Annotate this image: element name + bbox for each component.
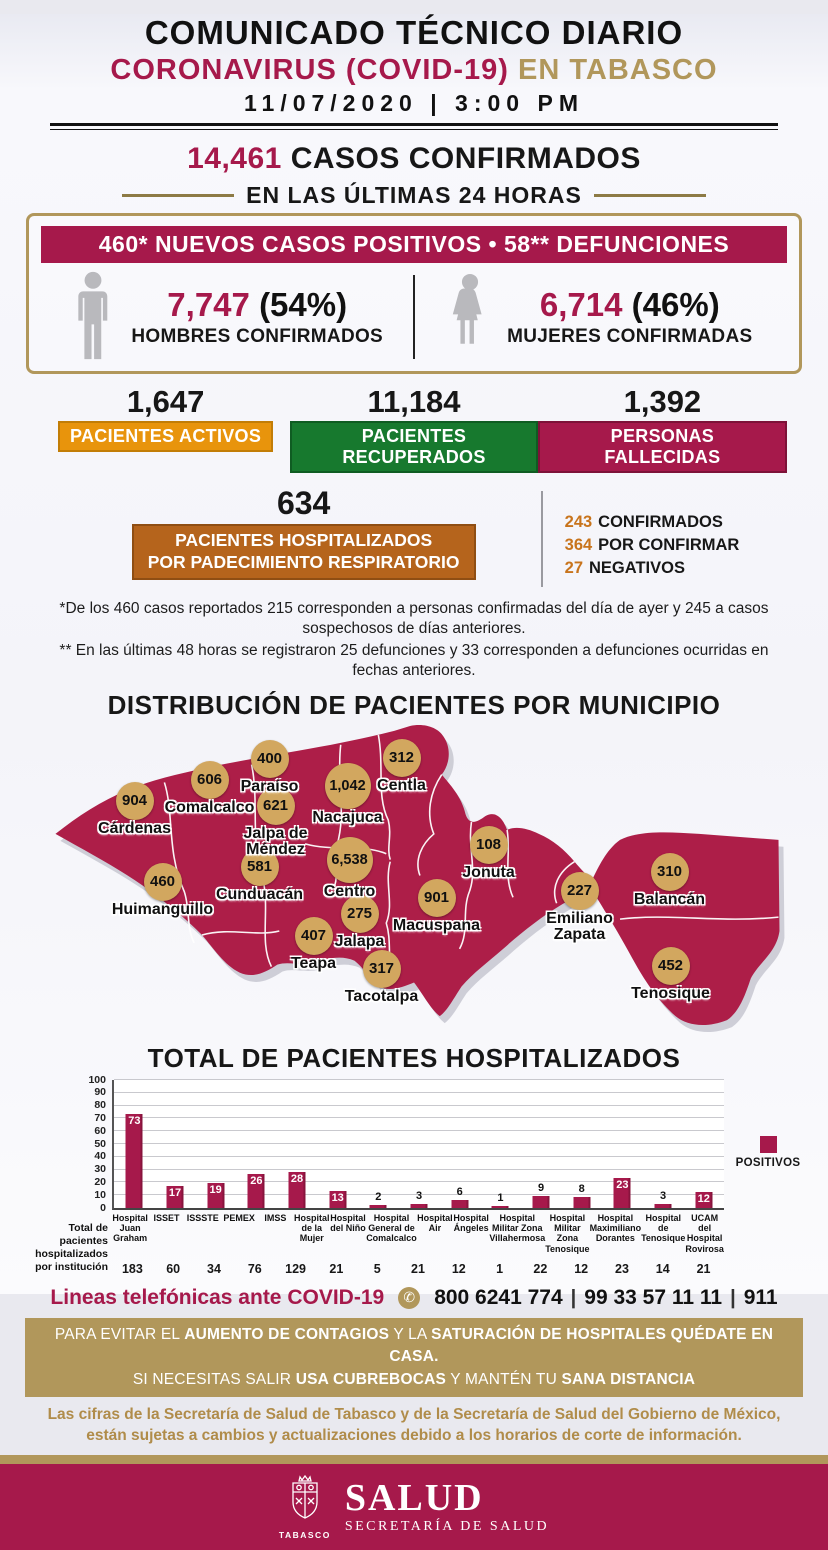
woman-icon — [449, 273, 491, 361]
map-marker — [363, 950, 401, 988]
municipality-count: 581 — [241, 848, 279, 886]
bar-value: 26 — [250, 1175, 263, 1188]
plot — [112, 1080, 724, 1210]
total-value: 23 — [615, 1261, 629, 1276]
category-label: Hospital de la Mujer — [293, 1212, 330, 1244]
bar-column — [236, 1080, 277, 1208]
municipality-count: 1,042 — [325, 763, 371, 809]
last24-title: EN LAS ÚLTIMAS 24 HORAS — [246, 182, 582, 208]
page-title: COMUNICADO TÉCNICO DIARIO — [144, 14, 684, 51]
map-marker — [652, 947, 690, 985]
banner-text-segment: Y LA — [389, 1325, 432, 1343]
municipality-name: Emiliano Zapata — [546, 909, 613, 943]
municipality-count: 901 — [418, 879, 456, 917]
bar-columns — [114, 1080, 724, 1208]
phone-lines-label: Lineas telefónicas ante COVID-19 — [50, 1285, 385, 1309]
women-label: MUJERES CONFIRMADAS — [507, 326, 753, 347]
new-cases-banner: 460* NUEVOS CASOS POSITIVOS • 58** DEFUNCIONES — [41, 226, 786, 263]
y-tick-label: 50 — [94, 1137, 106, 1150]
category-label: Hospital Militar Zona Villahermosa — [489, 1212, 546, 1244]
gender-breakdown — [41, 271, 786, 363]
municipality-name: Centro — [323, 882, 376, 900]
municipality-count: 904 — [116, 782, 154, 820]
bar-column — [521, 1080, 562, 1208]
confirmed-label: CASOS CONFIRMADOS — [290, 142, 641, 175]
municipality-name: Comalcalco — [164, 798, 255, 816]
breakdown-label: NEGATIVOS — [589, 559, 685, 577]
legend-label: POSITIVOS — [735, 1156, 801, 1169]
bar — [573, 1197, 590, 1207]
y-tick-label: 30 — [94, 1163, 106, 1176]
disclaimer-text: Las cifras de la Secretaría de Salud de Tabasco y de la Secretaría de Salud del Gobierno de México, están sujetas a cambios y actualizaciones debido a los horarios de corte de información. — [47, 1406, 781, 1445]
municipality-count: 400 — [251, 740, 289, 778]
last24-box — [26, 213, 801, 374]
banner-text-segment: SI NECESITAS SALIR — [132, 1370, 296, 1388]
stay-home-line1 — [33, 1324, 795, 1369]
legend-swatch — [760, 1136, 777, 1153]
bar-value: 23 — [616, 1179, 629, 1192]
breakdown-row — [565, 559, 740, 578]
phone-number: 99 33 57 11 11 — [584, 1285, 723, 1309]
municipality-name: Balancán — [633, 890, 706, 908]
category-label: PEMEX — [223, 1212, 255, 1223]
y-tick-label: 100 — [88, 1073, 106, 1086]
subtitle-covid: CORONAVIRUS (COVID-19) — [110, 54, 509, 86]
stat-block — [538, 386, 786, 473]
bar-value: 17 — [168, 1186, 182, 1199]
bar-value: 3 — [415, 1189, 423, 1202]
bar-column — [358, 1080, 399, 1208]
municipality-name: Teapa — [290, 954, 337, 972]
category-label: Hospital Ángeles — [453, 1212, 489, 1233]
footnote: *De los 460 casos reportados 215 corresponden a personas confirmadas del día de ayer y 245 a casos sospechosos de días anteriores. — [59, 600, 769, 638]
bar-column — [480, 1080, 521, 1208]
map-marker — [327, 837, 373, 883]
salud-wordmark: SALUD — [344, 1477, 484, 1520]
men-percent: (54%) — [259, 286, 348, 323]
bar-value: 3 — [660, 1189, 667, 1202]
stat-block — [290, 386, 538, 473]
emblem-label: TABASCO — [278, 1530, 331, 1541]
bar — [289, 1172, 306, 1208]
confirmed-number: 14,461 — [187, 142, 282, 175]
breakdown-row — [565, 536, 740, 555]
hospitalized-banner-line2: POR PADECIMIENTO RESPIRATORIO — [147, 551, 460, 572]
municipality-name: Jonuta — [462, 863, 515, 881]
municipality-name: Jalapa — [334, 932, 385, 950]
y-tick-label: 10 — [94, 1188, 106, 1201]
men-label: HOMBRES CONFIRMADOS — [131, 326, 384, 347]
chart-left-gutter — [16, 1073, 112, 1275]
phone-number: 911 — [743, 1285, 778, 1309]
municipality-name: Paraíso — [240, 777, 299, 795]
total-value: 22 — [533, 1261, 548, 1276]
total-value: 14 — [655, 1261, 670, 1276]
bar-value: 19 — [209, 1184, 222, 1197]
category-labels — [112, 1210, 724, 1254]
hospitalized-breakdown — [565, 487, 740, 582]
municipality-count: 606 — [191, 761, 229, 799]
bar-column — [561, 1080, 602, 1208]
chart-legend — [724, 1080, 812, 1169]
map-marker — [144, 863, 182, 901]
bar-column — [317, 1080, 358, 1208]
municipality-name: Tacotalpa — [344, 987, 419, 1005]
category-label: Hospital Juan Graham — [112, 1212, 148, 1244]
bar-value: 28 — [290, 1172, 304, 1185]
chart-plot-area — [112, 1080, 724, 1276]
men-number-row — [131, 286, 383, 324]
bar-column — [399, 1080, 440, 1208]
map-marker — [418, 879, 456, 917]
total-value: 60 — [166, 1261, 181, 1276]
date-time: 11/07/2020 | 3:00 PM — [244, 90, 584, 116]
bar-value: 13 — [331, 1191, 344, 1204]
banner-text-segment: Y MANTÉN TU — [446, 1370, 562, 1388]
bar — [207, 1183, 224, 1207]
women-block — [415, 273, 787, 361]
category-label: Hospital de Tenosique — [641, 1212, 686, 1244]
total-value: 183 — [121, 1261, 143, 1276]
phone-number: 800 6241 774 — [434, 1285, 563, 1309]
category-label: UCAM del Hospital Rovirosa — [685, 1212, 724, 1254]
y-tick-label: 80 — [94, 1099, 106, 1112]
total-value: 5 — [373, 1261, 381, 1276]
bar — [248, 1174, 265, 1207]
separator: | — [570, 1286, 577, 1309]
map-marker — [116, 782, 154, 820]
stats-row — [41, 386, 786, 473]
header-divider — [50, 123, 779, 130]
y-tick-label: 0 — [100, 1201, 106, 1214]
total-value: 129 — [285, 1261, 307, 1276]
bar — [411, 1204, 428, 1208]
map-marker — [561, 872, 599, 910]
map-marker — [383, 739, 421, 777]
y-tick-label: 40 — [94, 1150, 106, 1163]
bar-value: 1 — [497, 1192, 504, 1205]
y-tick-label: 90 — [94, 1086, 106, 1099]
category-label: IMSS — [264, 1212, 287, 1223]
salud-subtitle: SECRETARÍA DE SALUD — [344, 1519, 550, 1535]
bar — [614, 1178, 631, 1207]
totals-row — [112, 1254, 724, 1276]
subtitle-region: EN TABASCO — [517, 54, 718, 86]
map-marker — [295, 917, 333, 955]
banner-text-segment: PARA EVITAR EL — [54, 1325, 185, 1343]
tabasco-emblem — [279, 1474, 331, 1540]
bar — [492, 1206, 509, 1208]
breakdown-value: 27 — [564, 559, 583, 577]
banner-text-segment: USA CUBREBOCAS — [295, 1370, 447, 1388]
municipality-name: Jalpa de Méndez — [243, 824, 308, 858]
municipality-name: Nacajuca — [312, 808, 383, 826]
map-marker — [341, 895, 379, 933]
map-marker — [651, 853, 689, 891]
bar-value: 8 — [578, 1183, 585, 1196]
municipality-count: 407 — [295, 917, 333, 955]
map-marker — [325, 763, 371, 809]
hospitalized-banner-line1: PACIENTES HOSPITALIZADOS — [175, 530, 433, 550]
man-icon — [71, 271, 115, 363]
municipality-count: 312 — [383, 739, 421, 777]
women-number-row — [507, 286, 752, 324]
breakdown-row — [565, 513, 740, 532]
stat-number: 11,184 — [367, 384, 461, 419]
bar-column — [683, 1080, 724, 1208]
footnote: ** En las últimas 48 horas se registraron 25 defunciones y 33 corresponden a defunciones ocurridas en fechas anteriores. — [59, 642, 769, 680]
hospitalized-banner — [132, 524, 476, 580]
men-block — [41, 271, 413, 363]
bar-value: 73 — [128, 1115, 141, 1128]
last24-heading — [0, 182, 828, 209]
bar-column — [155, 1080, 196, 1208]
men-number: 7,747 — [167, 286, 250, 323]
stat-number: 1,647 — [126, 384, 205, 419]
women-percent: (46%) — [631, 286, 720, 323]
municipality-name: Huimanguillo — [111, 900, 214, 918]
confirmed-cases — [0, 142, 828, 176]
y-axis — [16, 1073, 112, 1214]
bar-column — [277, 1080, 318, 1208]
rule-left — [122, 194, 234, 197]
category-label: Hospital del Niño — [330, 1212, 366, 1233]
map-marker — [191, 761, 229, 799]
breakdown-label: POR CONFIRMAR — [598, 536, 740, 554]
phone-icon: ✆ — [398, 1287, 420, 1309]
bar-column — [114, 1080, 155, 1208]
subtitle — [0, 54, 828, 87]
map-marker — [470, 826, 508, 864]
coat-of-arms-icon — [285, 1474, 325, 1524]
total-value: 34 — [207, 1261, 221, 1276]
bar — [126, 1114, 143, 1207]
bar — [329, 1191, 346, 1208]
communique-poster — [0, 14, 828, 1541]
bar-column — [602, 1080, 643, 1208]
category-label: Hospital Maximiliano Dorantes — [589, 1212, 642, 1244]
total-value: 12 — [451, 1261, 466, 1276]
bar-column — [195, 1080, 236, 1208]
bar-column — [643, 1080, 684, 1208]
municipality-name: Macuspana — [392, 916, 481, 934]
municipality-name: Tenosique — [631, 984, 710, 1002]
stat-banner: PERSONAS FALLECIDAS — [538, 421, 786, 473]
category-label: ISSET — [153, 1212, 180, 1223]
total-value: 76 — [247, 1261, 262, 1276]
map-title: DISTRIBUCIÓN DE PACIENTES POR MUNICIPIO — [107, 689, 721, 720]
municipality-name: Cunduacán — [215, 885, 304, 903]
municipality-name: Cárdenas — [98, 819, 171, 837]
municipality-count: 621 — [257, 787, 295, 825]
phone-lines — [0, 1286, 828, 1310]
category-label: ISSSTE — [186, 1212, 219, 1223]
municipality-count: 275 — [341, 895, 379, 933]
municipality-count: 310 — [651, 853, 689, 891]
bar — [167, 1186, 184, 1208]
municipality-count: 108 — [470, 826, 508, 864]
footnotes — [58, 599, 770, 682]
salud-brand — [345, 1479, 549, 1535]
total-value: 21 — [411, 1261, 425, 1276]
category-label: Hospital Militar Zona Tenosique — [545, 1212, 590, 1254]
bar-value: 2 — [375, 1191, 382, 1204]
separator: | — [730, 1286, 736, 1309]
category-label: Hospital General de Comalcalco — [366, 1212, 417, 1244]
stat-number: 1,392 — [623, 384, 702, 419]
chart-title: TOTAL DE PACIENTES HOSPITALIZADOS — [147, 1042, 681, 1073]
totals-row-label: Total de pacientes hospitalizados por institución — [35, 1221, 108, 1273]
municipality-name: Centla — [377, 776, 426, 794]
hospitalized-chart — [16, 1073, 812, 1276]
municipality-map — [42, 723, 787, 1035]
y-tick-label: 20 — [94, 1175, 106, 1188]
total-value: 21 — [329, 1261, 344, 1276]
total-value: 1 — [496, 1261, 504, 1276]
hospitalized-block — [89, 487, 519, 580]
bar — [533, 1196, 550, 1208]
bar-value: 12 — [697, 1193, 710, 1206]
footer — [0, 1464, 828, 1550]
bar — [695, 1192, 712, 1207]
category-label: Hospital Air — [417, 1212, 453, 1233]
y-tick-label: 60 — [94, 1124, 106, 1137]
breakdown-value: 364 — [564, 536, 593, 554]
municipality-count: 452 — [652, 947, 690, 985]
total-value: 21 — [696, 1261, 711, 1276]
municipality-count: 227 — [561, 872, 599, 910]
hospitalized-number: 634 — [276, 485, 331, 521]
phone-numbers — [434, 1286, 777, 1310]
banner-text-segment: AUMENTO DE CONTAGIOS — [184, 1325, 390, 1343]
stay-home-banner — [25, 1318, 803, 1397]
banner-text-segment: SATURACIÓN DE HOSPITALES QUÉDATE EN CASA. — [389, 1325, 774, 1366]
municipality-count: 6,538 — [327, 837, 373, 883]
hospitalized-section — [33, 487, 795, 587]
total-value: 12 — [574, 1261, 589, 1276]
stat-banner: PACIENTES ACTIVOS — [58, 421, 273, 452]
banner-text-segment: SANA DISTANCIA — [561, 1370, 696, 1388]
bar — [655, 1204, 672, 1208]
bar — [451, 1200, 468, 1208]
bar-column — [439, 1080, 480, 1208]
y-tick-label: 70 — [94, 1111, 106, 1124]
municipality-count: 317 — [363, 950, 401, 988]
map-marker — [251, 740, 289, 778]
footer-gold-strip — [0, 1455, 828, 1464]
stay-home-line2 — [33, 1369, 795, 1391]
breakdown-label: CONFIRMADOS — [598, 513, 723, 531]
bar — [370, 1205, 387, 1208]
women-number: 6,714 — [539, 286, 623, 323]
stat-banner: PACIENTES RECUPERADOS — [290, 421, 538, 473]
bar-value: 9 — [537, 1182, 545, 1195]
stat-block — [41, 386, 289, 473]
breakdown-value: 243 — [564, 513, 593, 531]
rule-right — [594, 194, 706, 197]
hospitalized-divider — [541, 491, 543, 587]
bar-value: 6 — [456, 1185, 463, 1198]
municipality-count: 460 — [144, 863, 182, 901]
